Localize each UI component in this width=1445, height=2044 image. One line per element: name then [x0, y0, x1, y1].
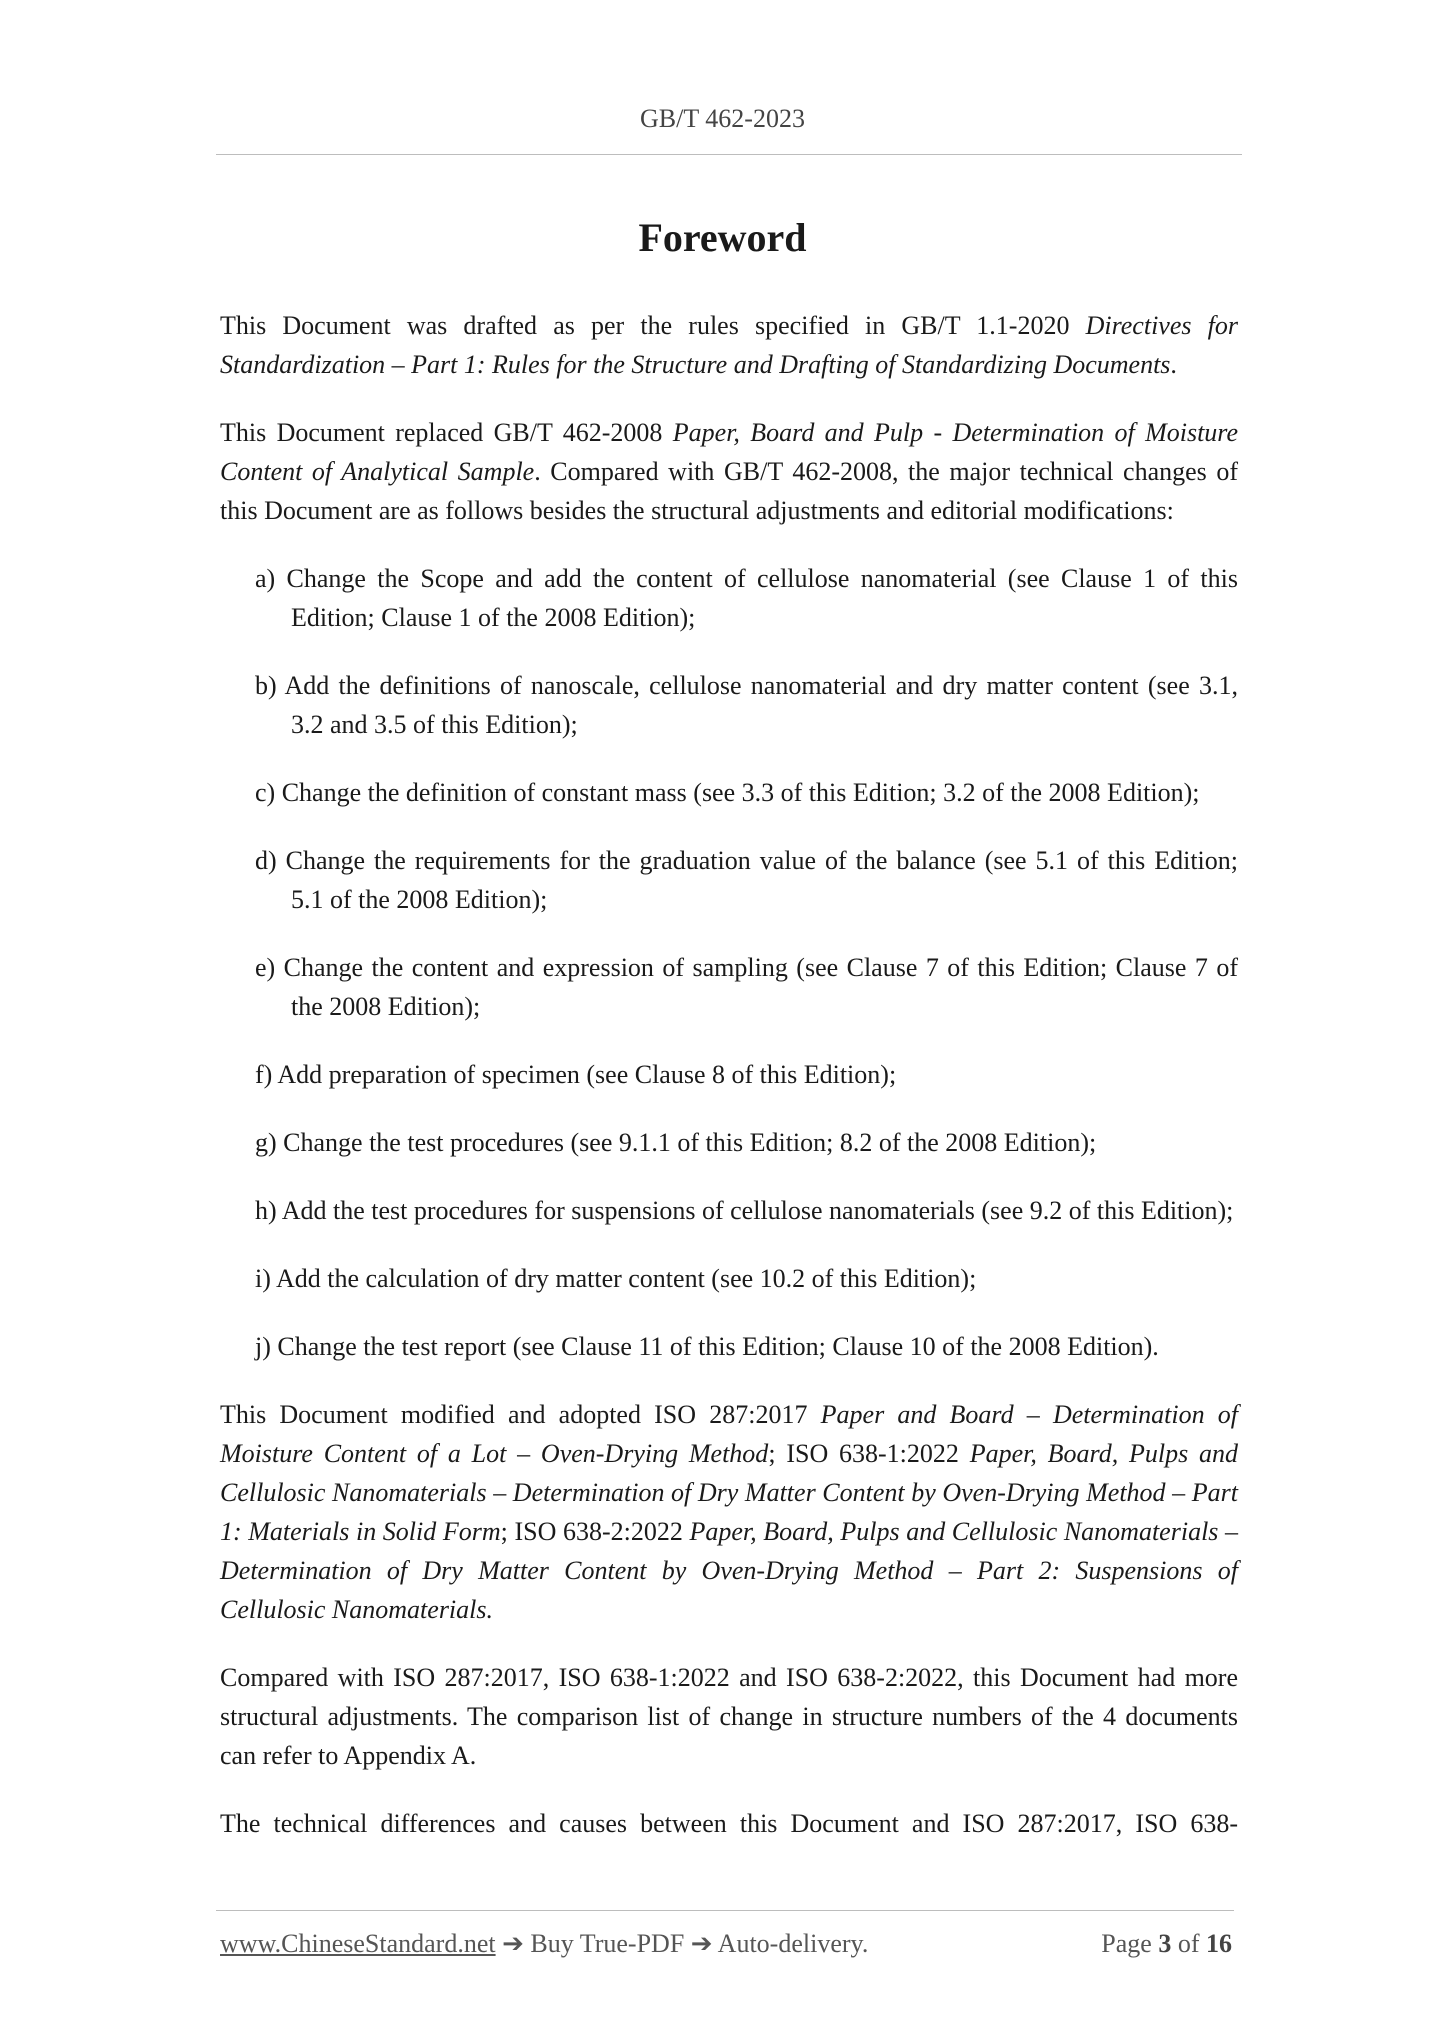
- list-item: e) Change the content and expression of sampling (see Clause 7 of this Edition; Clause 7 of the 2008 Edition);: [255, 953, 1238, 1021]
- text-run: ; ISO 638-2:2022: [500, 1517, 690, 1546]
- text-run: ; ISO 638-1:2022: [768, 1439, 970, 1468]
- paragraph-structural-comparison: Compared with ISO 287:2017, ISO 638-1:2022 and ISO 638-2:2022, this Document had more structural adjustments. The comparison list of change in structure numbers of the 4 documents can refer to Appendix A.: [220, 1663, 1238, 1770]
- text-run: This Document replaced GB/T 462-2008: [220, 418, 673, 447]
- page-label: Page: [1101, 1929, 1152, 1958]
- cited-title: Paper, Board, Pulps and Cellulosic Nanomaterials – Determination of Dry Matter Content by Oven-Drying Method – Part 2: Suspensions of Cellulosic Nanomaterials.: [220, 1517, 1239, 1624]
- text-run: This Document was drafted as per the rules specified in GB/T 1.1-2020: [220, 311, 1086, 340]
- cited-title: Paper, Board and Pulp - Determination of Moisture Content of Analytical Sample: [220, 418, 1238, 486]
- site-link[interactable]: www.ChineseStandard.net: [220, 1929, 496, 1958]
- page-total: 16: [1206, 1929, 1232, 1958]
- running-header: GB/T 462-2023: [640, 104, 805, 133]
- arrow-icon: ➔: [502, 1929, 524, 1958]
- header-divider: [216, 154, 1242, 155]
- paragraph-drafting-rules: [220, 306, 1238, 384]
- list-item: g) Change the test procedures (see 9.1.1 of this Edition; 8.2 of the 2008 Edition);: [255, 1128, 1097, 1157]
- document-body: [220, 306, 1238, 1872]
- paragraph-adoption: [220, 1395, 1238, 1629]
- cited-title: Paper, Board, Pulps and Cellulosic Nanomaterials – Determination of Dry Matter Content by Oven-Drying Method – Part 1: Materials in Solid Form: [220, 1439, 1239, 1546]
- cited-title: Paper and Board – Determination of Moisture Content of a Lot – Oven-Drying Method: [220, 1400, 1238, 1468]
- list-item: a) Change the Scope and add the content of cellulose nanomaterial (see Clause 1 of this Edition; Clause 1 of the 2008 Edition);: [255, 564, 1238, 632]
- paragraph-replacement: [220, 413, 1238, 530]
- text-run: This Document modified and adopted ISO 287:2017: [220, 1400, 821, 1429]
- text-run: . Compared with GB/T 462-2008, the major technical changes of this Document are as follows besides the structural adjustments and editorial modifications:: [220, 457, 1238, 525]
- arrow-icon: ➔: [690, 1929, 713, 1958]
- paragraph-technical-differences: The technical differences and causes between this Document and ISO 287:2017, ISO 638-: [220, 1809, 1238, 1838]
- page-of: of: [1177, 1929, 1200, 1958]
- list-item: i) Add the calculation of dry matter content (see 10.2 of this Edition);: [255, 1264, 977, 1293]
- list-item: j) Change the test report (see Clause 11 of this Edition; Clause 10 of the 2008 Edition).: [255, 1332, 1159, 1361]
- delivery-text: Auto-delivery.: [717, 1929, 869, 1958]
- list-item: f) Add preparation of specimen (see Clause 8 of this Edition);: [255, 1060, 897, 1089]
- text-run: .: [1170, 350, 1177, 379]
- page-footer: [220, 1929, 1232, 1959]
- page-number: [1101, 1929, 1232, 1959]
- list-item: h) Add the test procedures for suspensions of cellulose nanomaterials (see 9.2 of this Edition);: [255, 1196, 1234, 1225]
- list-item: d) Change the requirements for the graduation value of the balance (see 5.1 of this Edition; 5.1 of the 2008 Edition);: [255, 846, 1238, 914]
- buy-link-text: Buy True-PDF: [530, 1929, 685, 1958]
- cited-title: Directives for Standardization – Part 1: Rules for the Structure and Drafting of Standardizing Documents: [220, 311, 1238, 379]
- list-item: c) Change the definition of constant mass (see 3.3 of this Edition; 3.2 of the 2008 Edition);: [255, 778, 1200, 807]
- list-item: b) Add the definitions of nanoscale, cellulose nanomaterial and dry matter content (see 3.1, 3.2 and 3.5 of this Edition);: [255, 671, 1238, 739]
- footer-divider: [216, 1910, 1234, 1911]
- page-title: Foreword: [638, 215, 807, 260]
- page-current: 3: [1158, 1929, 1172, 1958]
